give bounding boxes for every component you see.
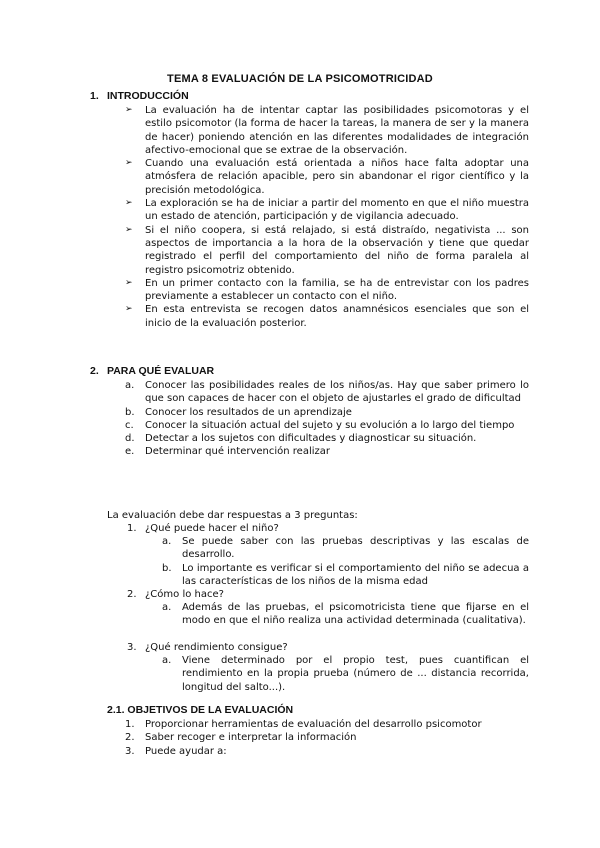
- question-1-sublist: [162, 535, 529, 588]
- list-item: [125, 718, 529, 731]
- list-item: [162, 654, 529, 694]
- list-item: [162, 535, 529, 562]
- item-mark: a.: [125, 380, 135, 391]
- bullet-text: La evaluación ha de intentar captar las posibilidades psicomotoras y el estilo psicomotor (la forma de hacer la tareas, la manera de ser y la manera de hacer) poniendo atención en las diferentes modalidades de integración afectivo-emocional que se extrae de la observación.: [145, 105, 529, 156]
- question-2-sublist: [162, 601, 529, 628]
- question-1-mark: 1.: [127, 523, 137, 534]
- section-1-bullet-list: [125, 104, 529, 330]
- item-text: Conocer las posibilidades reales de los niños/as. Hay que saber primero lo que son capaces de hacer con el objeto de ajustarles el grado de dificultad: [145, 380, 529, 405]
- list-item: [125, 406, 529, 419]
- item-text: Saber recoger e interpretar la información: [145, 732, 357, 744]
- item-text: Determinar qué intervención realizar: [145, 446, 330, 458]
- list-item: [162, 562, 529, 589]
- arrow-bullet-icon: ➢: [125, 105, 133, 115]
- bullet-text: Si el niño coopera, si está relajado, si está distraído, negativista ... son aspectos de importancia a la hora de la observación y tiene que quedar registrado el perfil del comportamiento del niño de forma paralela al registro psicomotriz obtenido.: [145, 224, 529, 276]
- list-item: [125, 104, 529, 157]
- item-mark: b.: [125, 406, 135, 418]
- section-2-1-objectives-list: [125, 718, 529, 758]
- list-item: [125, 432, 529, 445]
- item-mark: a.: [162, 655, 172, 666]
- item-text: Proporcionar herramientas de evaluación del desarrollo psicomotor: [145, 719, 482, 730]
- section-2-1-heading: 2.1. OBJETIVOS DE LA EVALUACIÓN: [107, 704, 294, 716]
- section-2-heading: PARA QUÉ EVALUAR: [107, 365, 215, 377]
- item-text: Puede ayudar a:: [145, 745, 227, 757]
- list-item: [125, 277, 529, 304]
- item-text: Detectar a los sujetos con dificultades y diagnosticar su situación.: [145, 433, 477, 445]
- question-2-mark: 2.: [127, 589, 137, 600]
- list-item: [162, 601, 529, 628]
- arrow-bullet-icon: ➢: [125, 277, 133, 288]
- bullet-text: Cuando una evaluación está orientada a niños hace falta adoptar una atmósfera de relación apacible, pero sin abandonar el rigor científico y la precisión metodológica.: [145, 158, 529, 196]
- section-1-number: 1.: [90, 90, 99, 102]
- item-mark: b.: [162, 562, 172, 574]
- question-2-text: ¿Cómo lo hace?: [145, 589, 224, 600]
- bullet-text: En esta entrevista se recogen datos anamnésicos esenciales que son el inicio de la evaluación posterior.: [145, 304, 529, 329]
- list-item: [125, 745, 529, 758]
- section-1-heading: INTRODUCCIÓN: [107, 90, 189, 102]
- question-3-text: ¿Qué rendimiento consigue?: [145, 642, 288, 653]
- item-text: Viene determinado por el propio test, pues cuantifican el rendimiento en la propia prueba (número de ... distancia recorrida, longitud del salto...).: [182, 655, 529, 693]
- arrow-bullet-icon: ➢: [125, 224, 133, 235]
- item-mark: 1.: [125, 719, 135, 730]
- question-3-sublist: [162, 654, 529, 694]
- arrow-bullet-icon: ➢: [125, 158, 133, 169]
- list-item: [125, 197, 529, 224]
- item-mark: 2.: [125, 732, 135, 744]
- list-item: [125, 731, 529, 744]
- item-text: Lo importante es verificar si el comportamiento del niño se adecua a las características de los niños de la misma edad: [182, 562, 529, 587]
- list-item: [125, 379, 529, 406]
- list-item: [125, 445, 529, 458]
- arrow-bullet-icon: ➢: [125, 198, 133, 209]
- question-3-mark: 3.: [127, 642, 137, 653]
- list-item: [125, 224, 529, 277]
- item-mark: e.: [125, 446, 135, 458]
- bullet-text: La exploración se ha de iniciar a partir del momento en que el niño muestra un estado de atención, participación y de vigilancia adecuado.: [145, 198, 529, 223]
- page-title: TEMA 8 EVALUACIÓN DE LA PSICOMOTRICIDAD: [167, 73, 433, 85]
- list-item: [125, 303, 529, 330]
- arrow-bullet-icon: ➢: [125, 304, 133, 315]
- item-text: Se puede saber con las pruebas descriptivas y las escalas de desarrollo.: [182, 536, 529, 561]
- item-mark: a.: [162, 602, 172, 613]
- bullet-text: En un primer contacto con la familia, se ha de entrevistar con los padres previamente a establecer un contacto con el niño.: [145, 277, 529, 303]
- item-mark: 3.: [125, 745, 135, 757]
- item-mark: a.: [162, 536, 172, 547]
- question-1-text: ¿Qué puede hacer el niño?: [145, 523, 279, 534]
- section-2-number: 2.: [90, 365, 99, 377]
- section-2-purpose-list: [125, 379, 529, 459]
- item-text: Conocer la situación actual del sujeto y su evolución a lo largo del tiempo: [145, 419, 515, 431]
- list-item: [125, 157, 529, 197]
- questions-intro: La evaluación debe dar respuestas a 3 preguntas:: [107, 510, 358, 521]
- item-mark: c.: [125, 419, 134, 431]
- item-text: Conocer los resultados de un aprendizaje: [145, 406, 352, 418]
- item-text: Además de las pruebas, el psicomotricista tiene que fijarse en el modo en que el niño realiza una actividad determinada (cualitativa).: [182, 602, 529, 627]
- list-item: [125, 419, 529, 432]
- item-mark: d.: [125, 433, 135, 445]
